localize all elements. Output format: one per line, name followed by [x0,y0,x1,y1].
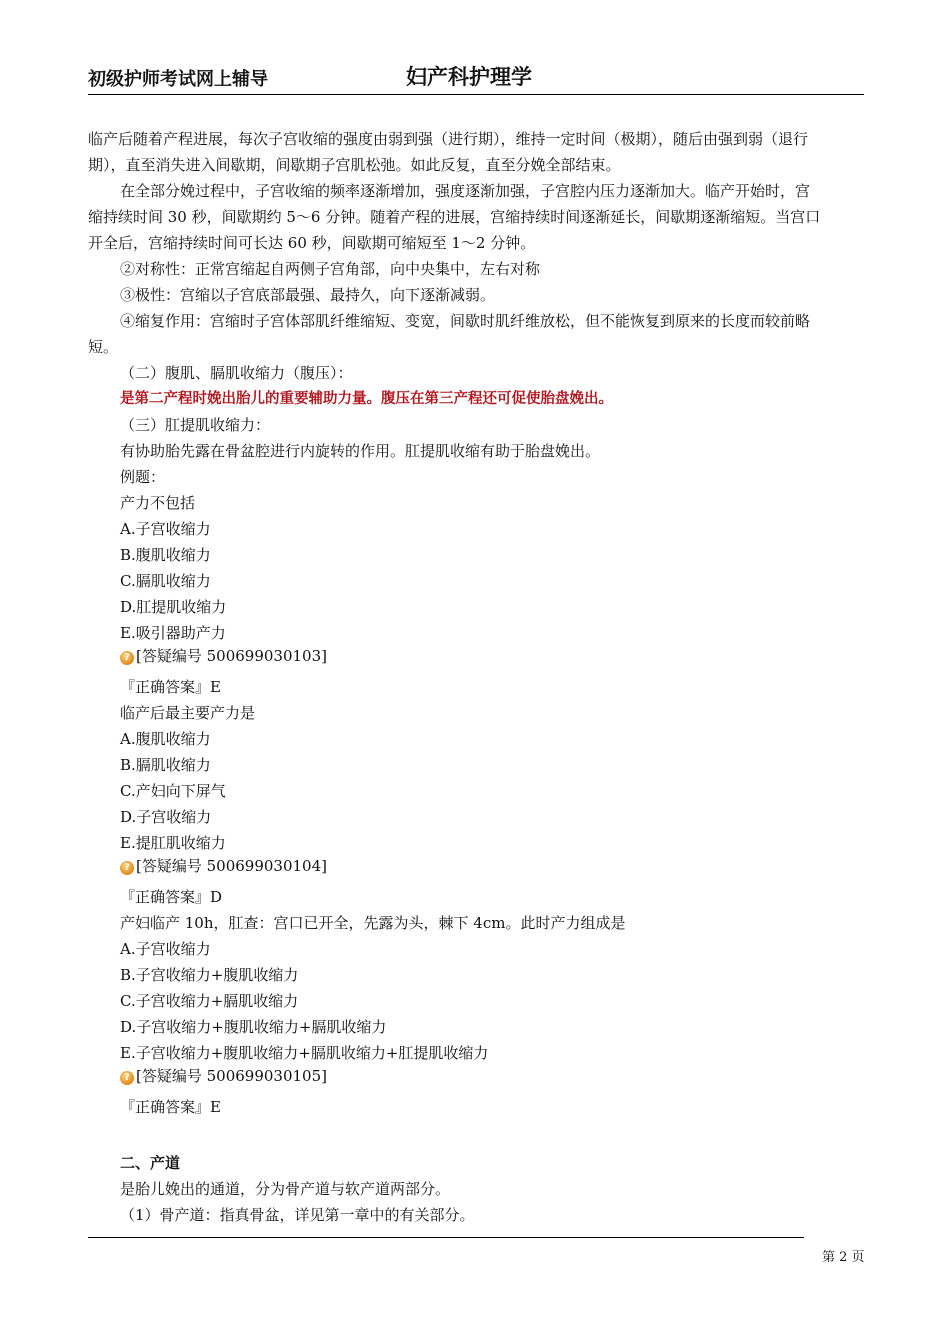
question-option: E.提肛肌收缩力 [120,834,226,852]
subheading-abdominal: （二）腹肌、膈肌收缩力（腹压）： [120,364,353,382]
question-id-text: [答疑编号 500699030104] [136,857,327,875]
section-paragraph: （1）骨产道：指真骨盆，详见第一章中的有关部分。 [120,1206,475,1224]
question-id-link[interactable] [120,1066,864,1090]
question-id-link[interactable] [120,856,864,880]
question-option: D.肛提肌收缩力 [120,598,227,616]
paragraph-polarity: ③极性：宫缩以子宫底部最强、最持久，向下逐渐减弱。 [120,286,496,304]
question-stem: 产妇临产 10h，肛查：宫口已开全，先露为头，棘下 4cm。此时产力组成是 [120,914,626,932]
question-option: C.膈肌收缩力 [120,572,211,590]
question-id-text: [答疑编号 500699030103] [136,647,327,665]
paragraph-retraction: ④缩复作用：宫缩时子宫体部肌纤维缩短、变宽，间歇时肌纤维放松，但不能恢复到原来的长度而较前略 [120,312,811,330]
paragraph-symmetry: ②对称性：正常宫缩起自两侧子宫角部，向中央集中，左右对称 [120,260,541,278]
section-paragraph: 是胎儿娩出的通道，分为骨产道与软产道两部分。 [120,1180,451,1198]
example-label: 例题： [120,468,166,486]
question-block [88,700,864,910]
question-mark-icon[interactable]: ? [120,1071,134,1085]
correct-answer: 『正确答案』E [120,678,221,696]
highlight-text: 是第二产程时娩出胎儿的重要辅助力量。腹压在第三产程还可促使胎盘娩出。 [120,391,613,407]
question-option: A.子宫收缩力 [120,520,211,538]
document-body [88,126,864,1228]
question-mark-icon[interactable]: ? [120,651,134,665]
question-block [88,490,864,700]
paragraph-line: 缩持续时间 30 秒，间歇期约 5～6 分钟。随着产程的进展，宫缩持续时间逐渐延长，间歇期逐渐缩短。当宫口 [88,208,821,226]
spacer [88,1120,864,1150]
question-option: E.子宫收缩力+腹肌收缩力+膈肌收缩力+肛提肌收缩力 [120,1044,489,1062]
page-number: 第 2 页 [822,1250,865,1265]
question-id-text: [答疑编号 500699030105] [136,1067,327,1085]
section-heading: 二、产道 [120,1154,181,1172]
paragraph-line: 在全部分娩过程中，子宫收缩的频率逐渐增加，强度逐渐加强，子宫腔内压力逐渐加大。临产开始时，宫 [120,182,811,200]
page-header [88,66,864,95]
subheading-levator: （三）肛提肌收缩力： [120,416,271,434]
paragraph-line: 临产后随着产程进展，每次子宫收缩的强度由弱到强（进行期），维持一定时间（极期），随后由强到弱（退行 [88,130,809,148]
correct-answer: 『正确答案』E [120,1098,221,1116]
footer-divider [88,1237,804,1238]
header-subject-title: 妇产科护理学 [406,65,532,89]
paragraph-line: 开全后，宫缩持续时间可长达 60 秒，间歇期可缩短至 1～2 分钟。 [88,234,536,252]
question-id-link[interactable] [120,646,864,670]
question-stem: 产力不包括 [120,494,196,512]
question-option: A.腹肌收缩力 [120,730,211,748]
question-option: B.子宫收缩力+腹肌收缩力 [120,966,299,984]
question-option: B.膈肌收缩力 [120,756,211,774]
question-option: C.产妇向下屏气 [120,782,226,800]
question-option: D.子宫收缩力 [120,808,212,826]
header-course-title: 初级护师考试网上辅导 [88,69,268,90]
question-option: E.吸引器助产力 [120,624,226,642]
question-mark-icon[interactable]: ? [120,861,134,875]
question-block [88,910,864,1120]
question-option: A.子宫收缩力 [120,940,211,958]
question-option: B.腹肌收缩力 [120,546,211,564]
paragraph-line: 期），直至消失进入间歇期，间歇期子宫肌松弛。如此反复，直至分娩全部结束。 [88,156,621,174]
paragraph-line: 短。 [88,338,119,356]
question-option: D.子宫收缩力+腹肌收缩力+膈肌收缩力 [120,1018,387,1036]
correct-answer: 『正确答案』D [120,888,223,906]
question-option: C.子宫收缩力+膈肌收缩力 [120,992,299,1010]
question-stem: 临产后最主要产力是 [120,704,256,722]
paragraph-levator: 有协助胎先露在骨盆腔进行内旋转的作用。肛提肌收缩有助于胎盘娩出。 [120,442,601,460]
